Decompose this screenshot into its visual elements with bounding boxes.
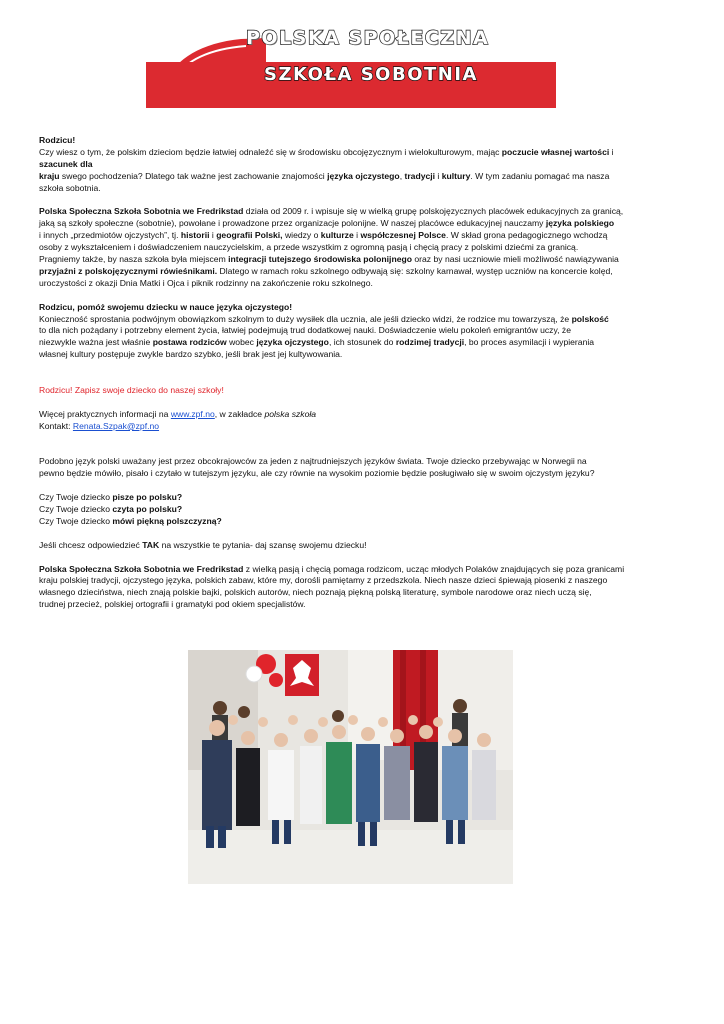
group-photo xyxy=(188,650,513,884)
logo-title-bottom: SZKOŁA SOBOTNIA xyxy=(264,64,478,85)
email-link[interactable]: Renata.Szpak@zpf.no xyxy=(72,420,160,431)
p4-line: pewno będzie mówiło, pisało i czytało w tutejszym języku, ale czy równie na wysokim poziomie będzie posługiwało się w swoim ojczystym języku? xyxy=(39,468,595,479)
website-link[interactable]: www.zpf.no xyxy=(170,408,215,419)
p3-line: niezwykle ważna jest właśnie postawa rodziców wobec języka ojczystego, ich stosunek do rodzimej tradycji, bo proces asymilacji i wypierania xyxy=(39,337,595,348)
answer-line: Jeśli chcesz odpowiedzieć TAK na wszystkie te pytania- daj szansę swojemu dziecku! xyxy=(39,539,367,550)
document-body xyxy=(39,135,669,611)
p2-line: i innych „przedmiotów ojczystych”, tj. historii i geografii Polski, wiedzy o kulturze i współczesnej Polsce. W skład grona pedagogicznego wchodzą xyxy=(39,230,608,241)
p3-line: to dla nich pożądany i potrzebny element życia, łatwiej podejmują trud dodatkowej nauki. Doświadczenie wielu pokoleń emigrantów uczy, że xyxy=(39,325,571,336)
p2-line: Polska Społeczna Szkoła Sobotnia we Fredrikstad działa od 2009 r. i wpisuje się w wielką grupę polskojęzycznych placówek edukacyjnych za granicą, xyxy=(39,206,624,217)
p1-heading: Rodzicu! xyxy=(39,135,76,145)
p1-line: kraju swego pochodzenia? Dlatego tak ważne jest zachowanie znajomości języka ojczystego, tradycji i kultury. W tym zadaniu pomagać ma nasza xyxy=(39,170,610,181)
info-line: Więcej praktycznych informacji na www.zpf.no, w zakładce polska szkoła xyxy=(39,408,317,419)
p2-line: Pragniemy także, by nasza szkoła była miejscem integracji tutejszego środowiska polonijnego oraz by nasi uczniowie mieli możliwość nawiązywania xyxy=(39,254,619,265)
p5-line: trudnej przecież, polskiej ortografii i gramatyki pod okiem specjalistów. xyxy=(39,599,306,610)
p3-heading: Rodzicu, pomóż swojemu dziecku w nauce języka ojczystego! xyxy=(39,301,293,312)
question-item: Czy Twoje dziecko czyta po polsku? xyxy=(39,504,183,514)
p5-line: kraju polskiej tradycji, ojczystego języka, polskich zabaw, które my, dorośli pamiętamy z przedszkola. Niech nasze dzieci śpiewają piosenki z naszego xyxy=(39,575,608,586)
p5-line: własnego dzieciństwa, niech znają polskie bajki, polskich autorów, niech poznają piękną polską literaturę, symbole narodowe oraz niech uczą się, xyxy=(39,587,592,598)
p5-line: Polska Społeczna Szkoła Sobotnia we Fredrikstad z wielką pasją i chęcią pomaga rodzicom, ucząc młodych Polaków znajdujących się poza granicami xyxy=(39,563,625,574)
p1-line: Czy wiesz o tym, że polskim dzieciom będzie łatwiej odnaleźć się w środowisku obcojęzycznym i wielokulturowym, mając poczucie własnej wartości i xyxy=(39,146,614,157)
p1-line: szacunek dla xyxy=(39,158,93,169)
p2-line: uroczystości z okazji Dnia Matki i Ojca i piknik rodzinny na zakończenie roku szkolnego. xyxy=(39,277,373,288)
p2-line: osoby z wykształceniem i doświadczeniem nauczycielskim, a przede wszystkim z ogromną pasją i chęcią pracy z polskimi dziećmi za granicą. xyxy=(39,242,579,253)
header-logo xyxy=(146,29,556,109)
logo-title-top: POLSKA SPOŁECZNA xyxy=(246,27,490,49)
enroll-callout: Rodzicu! Zapisz swoje dziecko do naszej szkoły! xyxy=(39,384,224,395)
contact-line: Kontakt: Renata.Szpak@zpf.no xyxy=(39,420,160,431)
p2-line: przyjaźni z polskojęzycznymi rówieśnikami. Dlatego w ramach roku szkolnego odbywają się: szkolny karnawał, występ uczniów na koncercie kolęd, xyxy=(39,265,613,276)
question-item: Czy Twoje dziecko pisze po polsku? xyxy=(39,492,183,503)
group-photo-image xyxy=(188,650,513,884)
p1-line: szkoła sobotnia. xyxy=(39,182,101,193)
p4-line: Podobno język polski uważany jest przez obcokrajowców za jeden z najtrudniejszych języków świata. Twoje dziecko przebywając w Norwegii na xyxy=(39,456,587,467)
logo-red-band xyxy=(146,62,556,108)
p3-line: Konieczność sprostania podwójnym obowiązkom szkolnym to duży wysiłek dla ucznia, ale jeśli dziecko widzi, że rodzice mu towarzyszą, że polskość xyxy=(39,313,609,324)
question-item: Czy Twoje dziecko mówi piękną polszczyzną? xyxy=(39,515,222,526)
p2-line: jaką są szkoły społeczne (sobotnie), powołane i prowadzone przez organizacje polonijne. W naszej placówce edukacyjnej nauczamy języka polskiego xyxy=(39,218,615,229)
p3-line: własnej kultury postępuje zwykle bardzo szybko, jeśli brak jest jej kultywowania. xyxy=(39,349,343,360)
